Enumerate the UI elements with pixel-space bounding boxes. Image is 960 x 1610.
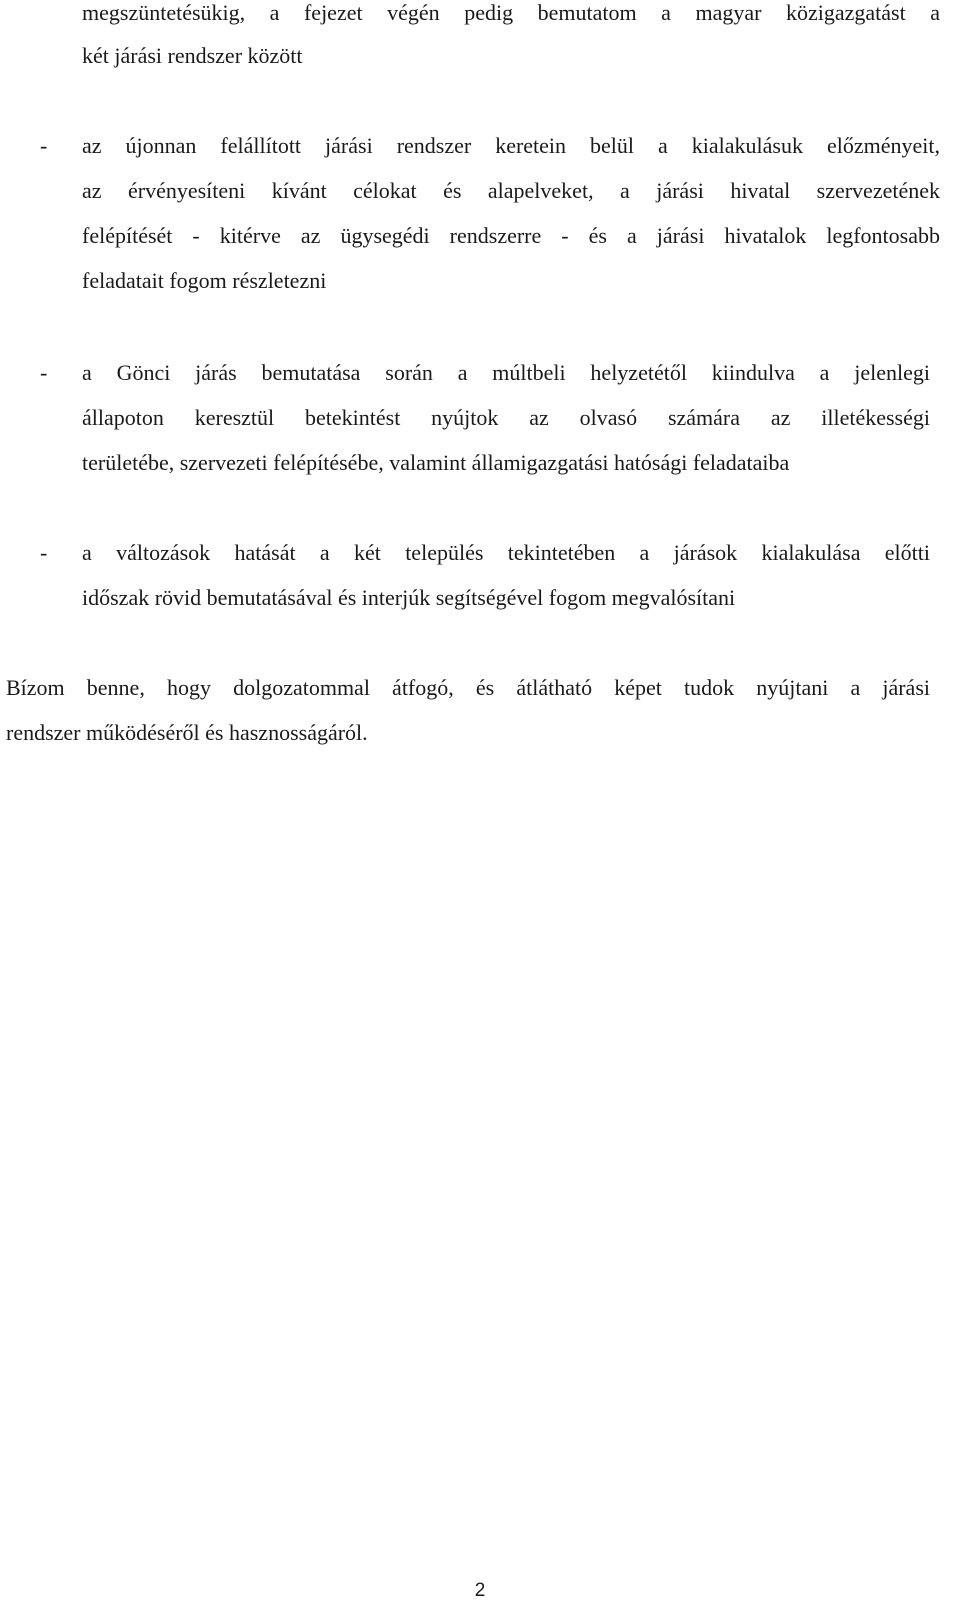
intro-line-1: megszüntetésükig, a fejezet végén pedig bemutatom a magyar közigazgatást a [82, 0, 940, 25]
bullet-1-line-4: feladatait fogom részletezni [82, 268, 327, 293]
bullet-1-line-2: az érvényesíteni kívánt célokat és alapelveket, a járási hivatal szervezetének [82, 178, 940, 203]
intro-line-2: két járási rendszer között [82, 43, 303, 68]
bullet-2-line-3: területébe, szervezeti felépítésébe, valamint államigazgatási hatósági feladataiba [82, 450, 790, 475]
closing-line-1: Bízom benne, hogy dolgozatommal átfogó, és átlátható képet tudok nyújtani a járási [6, 675, 930, 700]
bullet-dash-1: - [40, 133, 48, 158]
bullet-3-line-1: a változások hatását a két település tekintetében a járások kialakulása előtti [82, 540, 930, 565]
bullet-dash-2: - [40, 360, 48, 385]
bullet-1-line-1: az újonnan felállított járási rendszer keretein belül a kialakulásuk előzményeit, [82, 133, 940, 158]
bullet-2-line-2: állapoton keresztül betekintést nyújtok az olvasó számára az illetékességi [82, 405, 930, 430]
bullet-2-line-1: a Gönci járás bemutatása során a múltbeli helyzetétől kiindulva a jelenlegi [82, 360, 930, 385]
bullet-3-line-2: időszak rövid bemutatásával és interjúk segítségével fogom megvalósítani [82, 585, 736, 610]
page-number: 2 [474, 1580, 486, 1601]
bullet-1-line-3: felépítését - kitérve az ügysegédi rendszerre - és a járási hivatalok legfontosabb [82, 223, 940, 248]
closing-line-2: rendszer működéséről és hasznosságáról. [6, 720, 368, 745]
bullet-dash-3: - [40, 540, 48, 565]
